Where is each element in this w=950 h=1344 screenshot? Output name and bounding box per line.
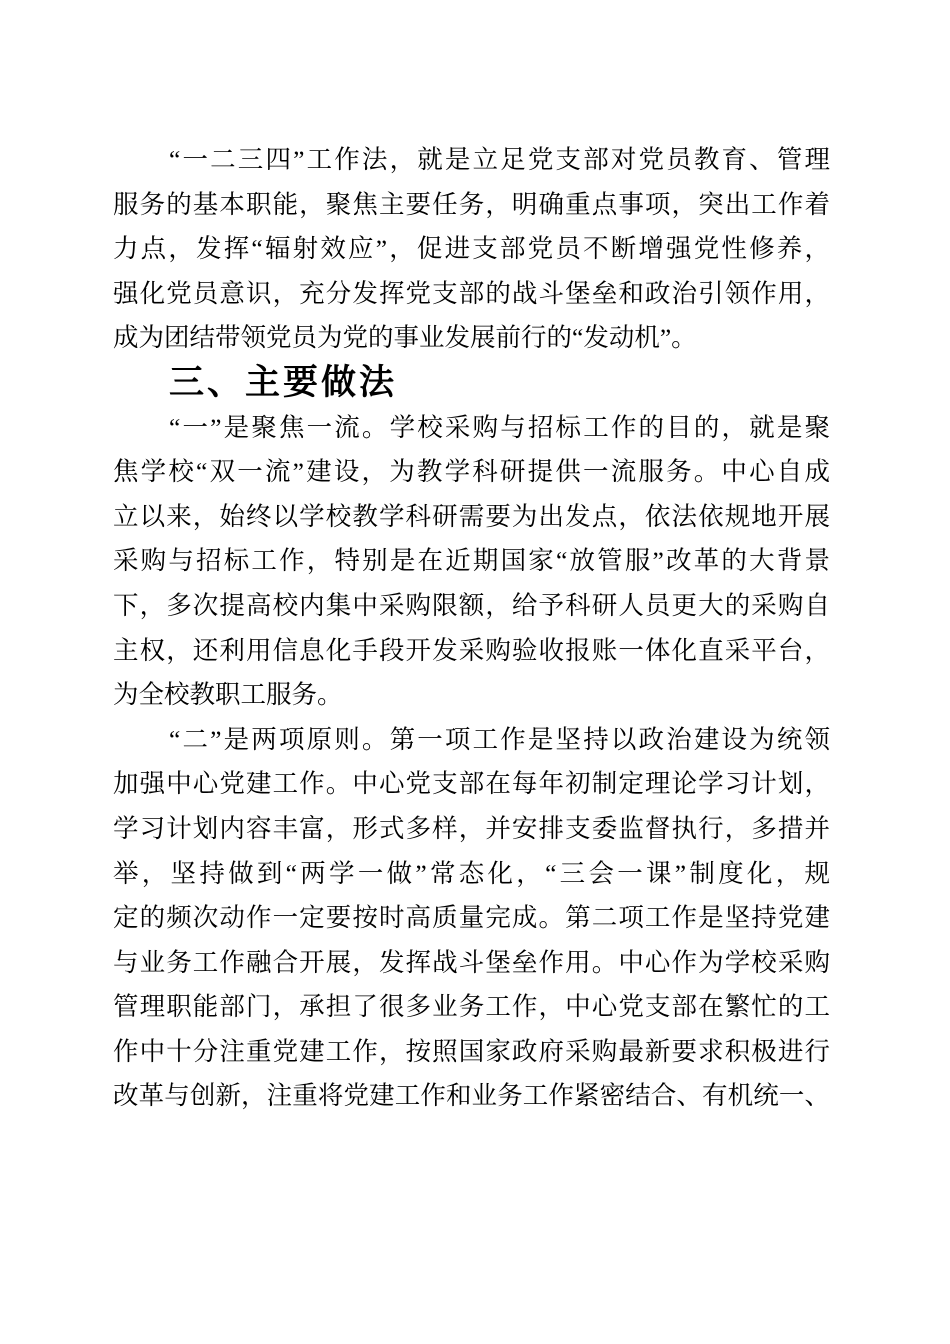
- text-line: 成为团结带领党员为党的事业发展前行的“发动机”。: [113, 323, 697, 353]
- text-line: 为全校教职工服务。: [113, 680, 343, 710]
- text-line: 力点，发挥“辐射效应”，促进支部党员不断增强党性修养，: [113, 234, 830, 264]
- text-line: “一二三四”工作法，就是立足党支部对党员教育、管理: [169, 145, 830, 174]
- text-line: 作中十分注重党建工作，按照国家政府采购最新要求积极进行: [113, 1036, 830, 1066]
- text-line: 主权，还利用信息化手段开发采购验收报账一体化直采平台，: [113, 635, 830, 665]
- text-line: 学习计划内容丰富，形式多样，并安排支委监督执行，多措并: [113, 813, 830, 843]
- text-line: 与业务工作融合开展，发挥战斗堡垒作用。中心作为学校采购: [113, 947, 830, 977]
- text-line: 定的频次动作一定要按时高质量完成。第二项工作是坚持党建: [113, 903, 830, 933]
- text-line: 管理职能部门，承担了很多业务工作，中心党支部在繁忙的工: [113, 992, 830, 1022]
- paragraph-two-principles: [113, 718, 830, 1119]
- text-line: 焦学校“双一流”建设，为教学科研提供一流服务。中心自成: [113, 457, 830, 487]
- text-line: 服务的基本职能，聚焦主要任务，明确重点事项，突出工作着: [113, 189, 830, 219]
- text-line: 采购与招标工作，特别是在近期国家“放管服”改革的大背景: [113, 546, 830, 576]
- paragraph-1-2-3-4-work-method: [113, 138, 830, 361]
- text-line: 下，多次提高校内集中采购限额，给予科研人员更大的采购自: [113, 590, 830, 620]
- text-line: “一”是聚焦一流。学校采购与招标工作的目的，就是聚: [169, 412, 830, 442]
- text-line: 强化党员意识，充分发挥党支部的战斗堡垒和政治引领作用，: [113, 278, 830, 308]
- heading-main-practices: [113, 361, 830, 406]
- text-line: 举，坚持做到“两学一做”常态化，“三会一课”制度化，规: [113, 858, 830, 888]
- text-line: 立以来，始终以学校教学科研需要为出发点，依法依规地开展: [113, 501, 830, 531]
- document-content: [113, 138, 830, 1119]
- text-line: “二”是两项原则。第一项工作是坚持以政治建设为统领: [169, 724, 830, 754]
- heading-line: 三、主要做法: [169, 362, 398, 402]
- text-line: 加强中心党建工作。中心党支部在每年初制定理论学习计划，: [113, 769, 830, 799]
- text-line: 改革与创新，注重将党建工作和业务工作紧密结合、有机统一、: [113, 1081, 830, 1111]
- paragraph-one-focus-first-class: [113, 406, 830, 718]
